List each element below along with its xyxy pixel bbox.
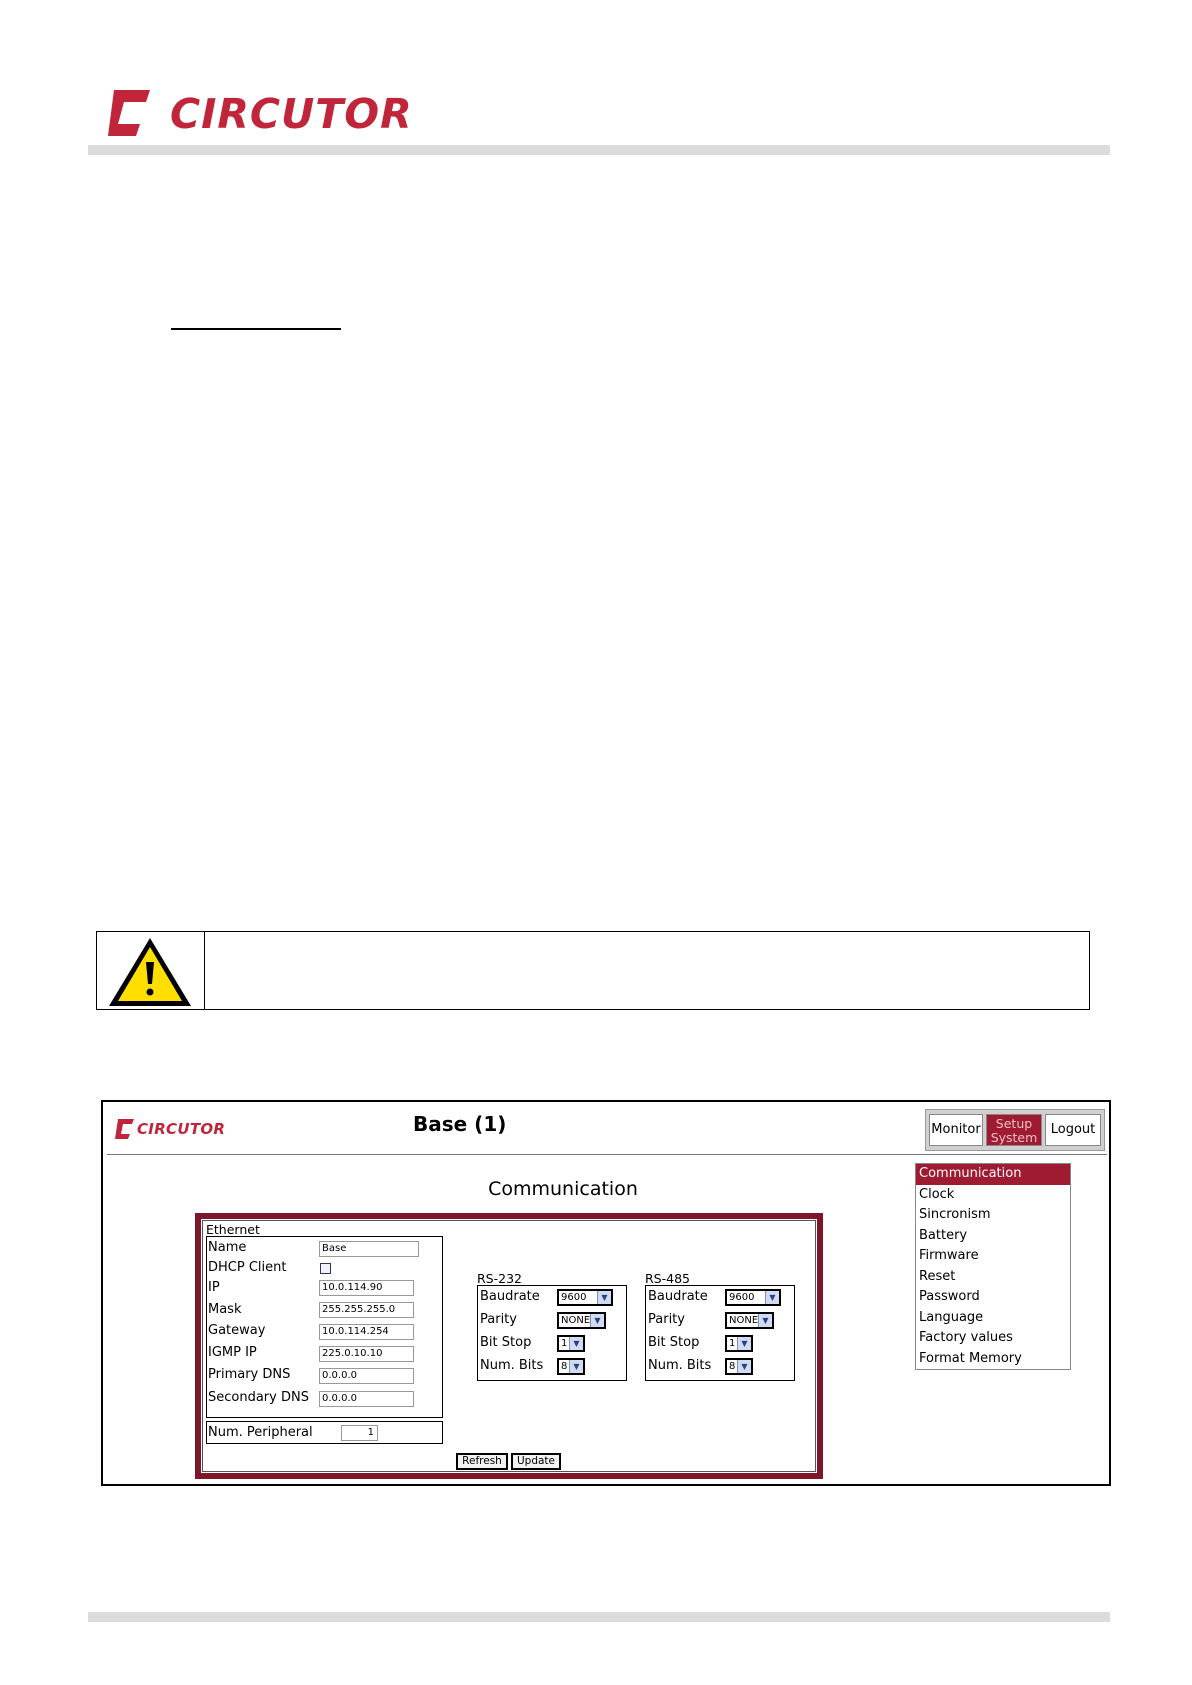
- igmp-label: IGMP IP: [208, 1345, 257, 1360]
- menu-item-password[interactable]: Password: [919, 1289, 980, 1304]
- ethernet-legend: Ethernet: [206, 1222, 260, 1237]
- rs232-parity-value: NONE: [561, 1315, 591, 1326]
- refresh-button[interactable]: Refresh: [456, 1453, 508, 1470]
- rs232-stop-label: Bit Stop: [480, 1335, 532, 1350]
- ethernet-group: [206, 1236, 443, 1418]
- system-label: System: [990, 1130, 1038, 1145]
- rs232-bits-value: 8: [561, 1361, 568, 1372]
- rs485-stop-value: 1: [729, 1338, 736, 1349]
- dhcp-checkbox[interactable]: [320, 1263, 331, 1274]
- menu-item-sincronism[interactable]: Sincronism: [919, 1207, 991, 1222]
- dhcp-label: DHCP Client: [208, 1260, 287, 1275]
- rs232-baud-label: Baudrate: [480, 1289, 540, 1304]
- ip-input[interactable]: 10.0.114.90: [319, 1280, 414, 1296]
- menu-item-communication[interactable]: Communication: [916, 1164, 1070, 1185]
- rs232-bits-select[interactable]: [557, 1358, 585, 1375]
- header-rule: [88, 145, 1110, 155]
- rs232-legend: RS-232: [477, 1271, 522, 1286]
- mask-label: Mask: [208, 1302, 242, 1317]
- rs485-bits-label: Num. Bits: [648, 1358, 712, 1373]
- app-logo-icon: [115, 1118, 135, 1140]
- warning-icon-cell: [97, 932, 205, 1009]
- chevron-down-icon: ▼: [597, 1291, 611, 1304]
- chevron-down-icon: ▼: [737, 1360, 751, 1373]
- rs485-stop-select[interactable]: [725, 1335, 753, 1352]
- name-label: Name: [208, 1240, 247, 1255]
- menu-item-firmware[interactable]: Firmware: [919, 1248, 979, 1263]
- chevron-down-icon: ▼: [765, 1291, 779, 1304]
- rs485-bits-value: 8: [729, 1361, 736, 1372]
- menu-item-reset[interactable]: Reset: [919, 1268, 956, 1284]
- communication-form: [195, 1213, 823, 1479]
- chevron-down-icon: ▼: [758, 1314, 772, 1327]
- rs485-legend: RS-485: [645, 1271, 690, 1286]
- primary-dns-label: Primary DNS: [208, 1367, 291, 1382]
- chevron-down-icon: ▼: [569, 1360, 583, 1373]
- name-input[interactable]: Base: [319, 1241, 419, 1257]
- rs232-bits-label: Num. Bits: [480, 1358, 544, 1373]
- mask-input[interactable]: 255.255.255.0: [319, 1302, 414, 1318]
- rs485-stop-label: Bit Stop: [648, 1335, 700, 1350]
- circutor-logo: [104, 86, 413, 142]
- app-screenshot: [101, 1100, 1111, 1486]
- menu-item-clock[interactable]: Clock: [919, 1186, 955, 1202]
- rs485-group: [645, 1285, 795, 1381]
- section-title: Communication: [488, 1178, 638, 1200]
- peripheral-group: [206, 1421, 443, 1444]
- update-button[interactable]: Update: [511, 1453, 561, 1470]
- menu-item-battery[interactable]: Battery: [919, 1227, 968, 1243]
- peripheral-label: Num. Peripheral: [208, 1425, 313, 1440]
- rs485-parity-select[interactable]: [725, 1312, 774, 1329]
- rs232-stop-value: 1: [561, 1338, 568, 1349]
- app-brand-name: CIRCUTOR: [137, 1120, 226, 1138]
- circutor-logo-icon: [106, 88, 154, 138]
- top-navigation: [925, 1109, 1105, 1151]
- rs485-baud-value: 9600: [729, 1292, 755, 1303]
- gateway-input[interactable]: 10.0.114.254: [319, 1324, 414, 1340]
- setup-label: Setup: [995, 1116, 1033, 1131]
- rs232-stop-select[interactable]: [557, 1335, 585, 1352]
- rs232-parity-label: Parity: [480, 1312, 517, 1327]
- igmp-input[interactable]: 225.0.10.10: [319, 1346, 414, 1362]
- primary-dns-input[interactable]: 0.0.0.0: [319, 1368, 414, 1384]
- app-divider: [107, 1154, 1107, 1155]
- gateway-label: Gateway: [208, 1323, 266, 1338]
- footer-rule: [88, 1612, 1110, 1622]
- device-title: Base (1): [413, 1112, 507, 1136]
- menu-item-language[interactable]: Language: [919, 1309, 984, 1325]
- chevron-down-icon: ▼: [590, 1314, 604, 1327]
- chevron-down-icon: ▼: [737, 1337, 751, 1350]
- warning-triangle-icon: [107, 936, 193, 1008]
- app-logo: [115, 1118, 235, 1142]
- monitor-button[interactable]: Monitor: [929, 1114, 983, 1146]
- chevron-down-icon: ▼: [569, 1337, 583, 1350]
- rs485-parity-value: NONE: [729, 1315, 759, 1326]
- heading-underline: [171, 328, 341, 330]
- rs485-baud-label: Baudrate: [648, 1289, 708, 1304]
- rs232-baud-value: 9600: [561, 1292, 587, 1303]
- rs232-baud-select[interactable]: [557, 1289, 613, 1306]
- brand-name: CIRCUTOR: [170, 90, 413, 138]
- setup-system-button[interactable]: [986, 1114, 1042, 1146]
- logout-button[interactable]: Logout: [1045, 1114, 1101, 1146]
- rs485-parity-label: Parity: [648, 1312, 685, 1327]
- warning-box: [96, 931, 1090, 1010]
- rs232-group: [477, 1285, 627, 1381]
- rs485-baud-select[interactable]: [725, 1289, 781, 1306]
- rs485-bits-select[interactable]: [725, 1358, 753, 1375]
- menu-item-factory-values[interactable]: Factory values: [919, 1330, 1013, 1345]
- ip-label: IP: [208, 1280, 220, 1295]
- settings-menu: [915, 1163, 1071, 1370]
- secondary-dns-input[interactable]: 0.0.0.0: [319, 1391, 414, 1407]
- secondary-dns-label: Secondary DNS: [208, 1390, 309, 1405]
- menu-item-format-memory[interactable]: Format Memory: [919, 1350, 1022, 1366]
- peripheral-input[interactable]: 1: [341, 1425, 378, 1441]
- rs232-parity-select[interactable]: [557, 1312, 606, 1329]
